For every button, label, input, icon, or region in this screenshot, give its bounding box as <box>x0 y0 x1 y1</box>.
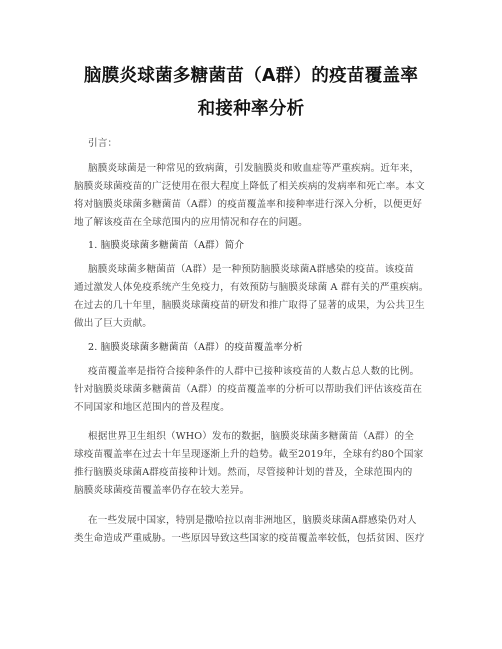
section-1-heading: 1. 脑膜炎球菌多糖菌苗（A群）简介 <box>88 240 245 251</box>
section-2-heading: 2. 脑膜炎球菌多糖菌苗（A群）的疫苗覆盖率分析 <box>88 342 303 353</box>
intro-label: 引言： <box>88 138 118 149</box>
document-title-line-2: 和接种率分析 <box>197 99 305 119</box>
section-1-line-4: 做出了巨大贡献。 <box>74 318 152 329</box>
section-2-p2-line-4: 脑膜炎球菌疫苗覆盖率仍存在较大差异。 <box>74 485 250 496</box>
intro-line-1: 脑膜炎球菌是一种常见的致病菌，引发脑膜炎和败血症等严重疾病。近年来， <box>88 163 420 174</box>
section-2-p2-line-3: 推行脑膜炎球菌A群疫苗接种计划。然而，尽管接种计划的普及，全球范围内的 <box>74 467 413 478</box>
section-2-p1-line-2: 针对脑膜炎球菌多糖菌苗（A群）的疫苗覆盖率的分析可以帮助我们评估该疫苗在 <box>74 384 423 395</box>
section-2-p1-line-1: 疫苗覆盖率是指符合接种条件的人群中已接种该疫苗的人数占总人数的比例。 <box>88 366 420 377</box>
section-2-p3-line-1: 在一些发展中国家，特别是撒哈拉以南非洲地区，脑膜炎球菌A群感染仍对人 <box>88 515 417 526</box>
document-title-line-1: 脑膜炎球菌多糖菌苗（A群）的疫苗覆盖率 <box>83 66 419 86</box>
intro-line-2: 脑膜炎球菌疫苗的广泛使用在很大程度上降低了相关疾病的发病率和死亡率。本文 <box>74 181 425 192</box>
section-2-p2-line-1: 根据世界卫生组织（WHO）发布的数据，脑膜炎球菌多糖菌苗（A群）的全 <box>88 431 414 442</box>
section-1-line-3: 在过去的几十年里，脑膜炎球菌疫苗的研发和推广取得了显著的成果，为公共卫生 <box>74 300 425 311</box>
section-2-p3-line-2: 类生命造成严重威胁。一些原因导致这些国家的疫苗覆盖率较低，包括贫困、医疗 <box>74 533 425 544</box>
section-2-p1-line-3: 不同国家和地区范围内的普及程度。 <box>74 402 230 413</box>
intro-line-3: 将对脑膜炎球菌多糖菌苗（A群）的疫苗覆盖率和接种率进行深入分析，以便更好 <box>74 199 423 210</box>
intro-line-4: 地了解该疫苗在全球范围内的应用情况和存在的问题。 <box>74 217 308 228</box>
section-2-p2-line-2: 球疫苗覆盖率在过去十年呈现逐渐上升的趋势。截至2019年，全球有约80个国家 <box>74 449 424 460</box>
section-1-line-1: 脑膜炎球菌多糖菌苗（A群）是一种预防脑膜炎球菌A群感染的疫苗。该疫苗 <box>88 264 414 275</box>
section-1-line-2: 通过激发人体免疫系统产生免疫力，有效预防与脑膜炎球菌 A 群有关的严重疾病。 <box>74 282 429 293</box>
